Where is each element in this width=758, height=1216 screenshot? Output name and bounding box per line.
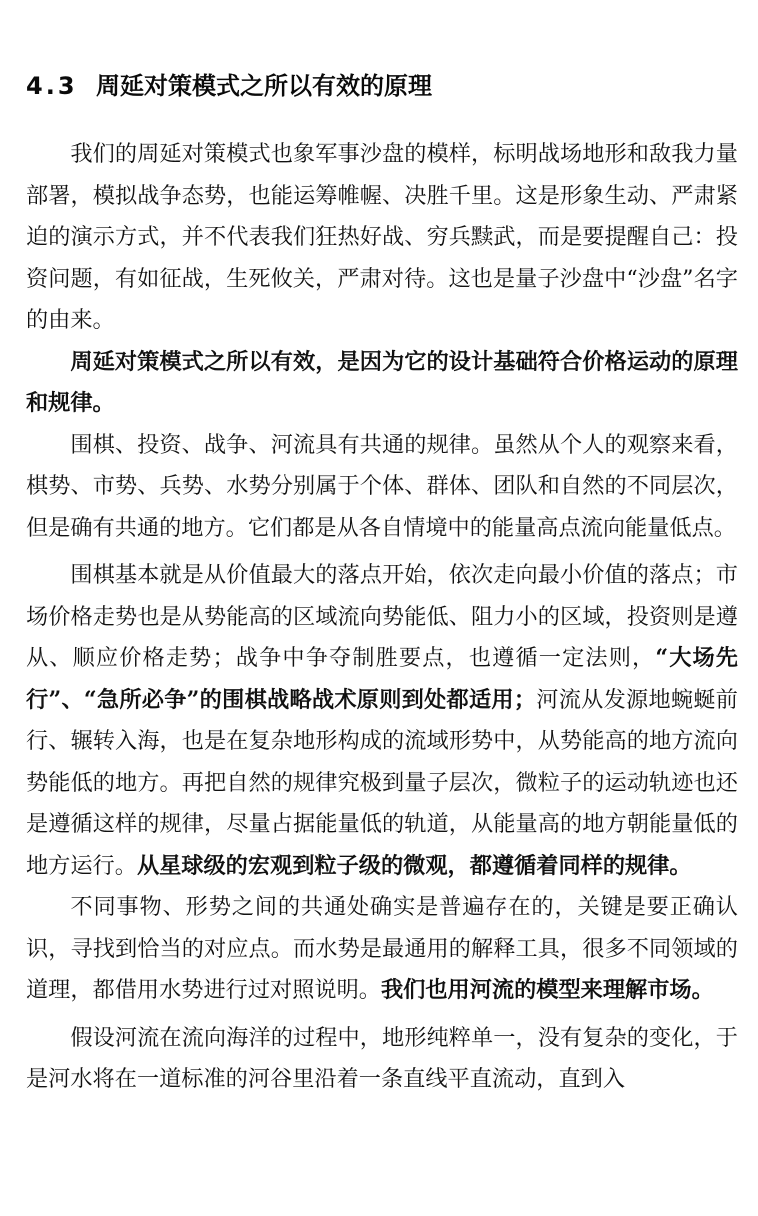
text-run-bold: 从星球级的宏观到粒子级的微观，都遵循着同样的规律。 [136,852,692,879]
text-run-bold: 周延对策模式之所以有效，是因为它的设计基础符合价格运动的原理和规律。 [26,348,738,416]
text-run-bold: 我们也用河流的模型来理解市场。 [381,977,714,1003]
paragraph [26,555,738,887]
body-text [26,134,738,1101]
paragraph-bold [26,342,738,425]
section-title: 周延对策模式之所以有效的原理 [96,72,432,100]
paragraph [26,1018,738,1101]
text-run-bold: “大场先行”、“急所必争”的围棋战略战术原则到处都适用； [26,645,738,713]
section-heading [26,66,432,106]
paragraph [26,887,738,1012]
text-run: 不同事物、形势之间的共通处确实是普遍存在的，关键是要正确认识，寻找到恰当的对应点。而水势是最通用的解释工具，很多不同领域的道理，都借用水势进行过对照说明。 [26,894,738,1003]
paragraph [26,134,738,342]
paragraph [26,425,738,550]
text-run: 河流从发源地蜿蜒前行、辗转入海，也是在复杂地形构成的流域形势中，从势能高的地方流向势能低的地方。再把自然的规律究极到量子层次，微粒子的运动轨迹也还是遵循这样的规律，尽量占据能量低的轨道，从能量高的地方朝能量低的地方运行。 [26,686,738,879]
section-number: 4.3 [26,72,78,100]
text-run: 围棋、投资、战争、河流具有共通的规律。虽然从个人的观察来看，棋势、市势、兵势、水势分别属于个体、群体、团队和自然的不同层次，但是确有共通的地方。它们都是从各自情境中的能量高点流向能量低点。 [26,431,738,541]
text-run: 假设河流在流向海洋的过程中，地形纯粹单一，没有复杂的变化，于是河水将在一道标准的河谷里沿着一条直线平直流动，直到入 [26,1024,738,1092]
text-run: 我们的周延对策模式也象军事沙盘的模样，标明战场地形和敌我力量部署，模拟战争态势，也能运筹帷幄、决胜千里。这是形象生动、严肃紧迫的演示方式，并不代表我们狂热好战、穷兵黩武，而是要提醒自己：投资问题，有如征战，生死攸关，严肃对待。这也是量子沙盘中“沙盘”名字的由来。 [26,141,738,333]
text-run: 围棋基本就是从价值最大的落点开始，依次走向最小价值的落点；市场价格走势也是从势能高的区域流向势能低、阻力小的区域，投资则是遵从、顺应价格走势；战争中争夺制胜要点，也遵循一定法则， [26,562,738,671]
